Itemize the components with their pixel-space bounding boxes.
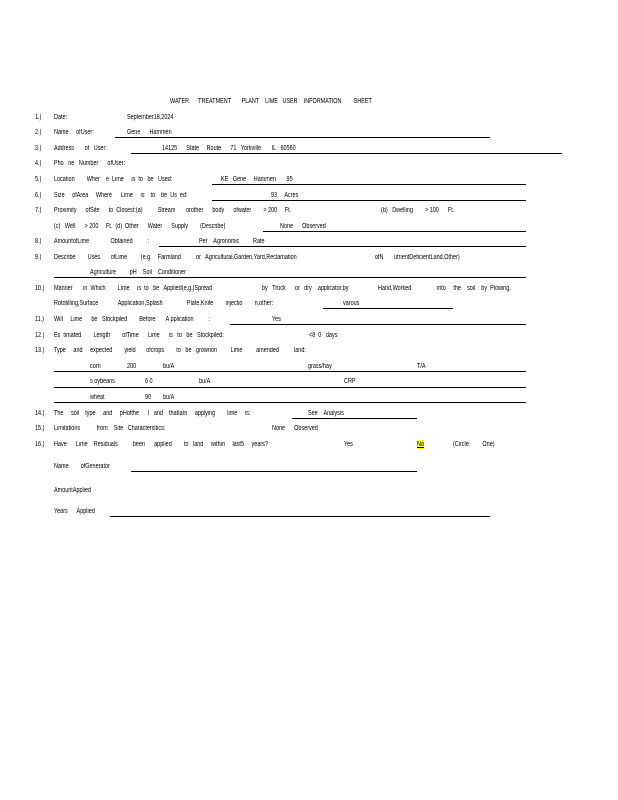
uses-value: Agriculture pH Soil Conditioner [90,269,186,276]
manner-label-cont: by Truck or dry applicator,by [262,285,349,292]
size-label: Size ofArea Where Lime is to be Us ed: [54,192,188,199]
generator-name-label: Name ofGenerator [54,463,110,470]
crops-line-2[interactable] [54,387,526,388]
crops-line-1[interactable] [54,371,526,372]
amount-value: Per Agronomic Rate [199,238,265,245]
manner-label-line2: Rototilling,Surface Application,Splash Plate,Knife injectio n,other: [54,300,274,307]
stockpile-field-line[interactable] [230,324,526,325]
manner-value: varous [343,300,360,307]
address-label: Address of User: [54,145,107,152]
row-number: 1.) [35,114,42,121]
length-label: Es timated Length ofTime Lime is to be Stockpiled: [54,332,224,339]
address-field-line[interactable] [131,153,562,154]
row-number: 14.) [35,410,45,417]
uses-field-line[interactable] [54,277,526,278]
row-number: 5.) [35,176,42,183]
crop-unit: bu/A [163,363,175,370]
well-label: (c) Well > 200 Ft. (d) Other Water Supply (Describe) [54,223,226,230]
date-value: September18,2024 [127,114,174,121]
stockpile-label: Will Lime be Stockpiled Before A pplication : [54,316,211,323]
row-number: 6.) [35,192,42,199]
row-number: 10.) [35,285,45,292]
row-number: 15.) [35,425,45,432]
residuals-label: Have Lime Residuals been applied to land within last5 years? [54,441,268,448]
row-number: 13.) [35,347,45,354]
crop-unit-2: T/A [417,363,426,370]
crop-yield: 90 [145,394,152,401]
years-applied-field-line[interactable] [110,516,490,517]
crops-label: Type and expected yield ofcrops to be grownon Lime amended land: [54,347,306,354]
uses-label-cont: ofN utrientDeficientLand,Other) [375,254,460,261]
row-number: 8.) [35,238,42,245]
dwelling-label: (b) Dwelling > 100 Ft. [381,207,455,214]
phone-label: Pho ne Number ofUser: [54,160,126,167]
crop-yield: 200 [127,363,137,370]
crop-unit: bu/A [199,378,211,385]
row-number: 9.) [35,254,42,261]
soil-label: The soil type and pHofthe l and thatIam applying lime is: [54,410,251,417]
crop-name: wheat [90,394,105,401]
years-applied-label: Years Applied [54,508,95,515]
address-value: 14125 State Route 71 Yorkville IL 60560 [162,145,296,152]
amount-field-line[interactable] [159,246,526,247]
circle-one-hint: (Circle One) [453,441,495,448]
location-label: Location Wher e Lime is to be Used: [54,176,173,183]
crop-name: corn [90,363,101,370]
row-number: 2.) [35,129,42,136]
crop-name: s oybeans [90,378,115,385]
crop-yield: 6 0 [145,378,153,385]
soil-value: See Analysis [308,410,344,417]
location-field-line[interactable] [212,184,526,185]
stockpile-value: Yes [272,316,281,323]
crop-unit: bu/A [163,394,175,401]
limitations-value: None Observed [272,425,318,432]
crop-name-2: CRP [344,378,356,385]
water-supply-field-line[interactable] [263,231,526,232]
name-field-line[interactable] [115,137,490,138]
manner-label-hand: Hand,Worked [378,285,412,292]
row-number: 16.) [35,441,45,448]
water-supply-value: None Observed [280,223,326,230]
soil-field-line[interactable] [292,418,417,419]
uses-label: Describe Uses ofLime (e.g. Farmland or Agricultural,Garden,Yard,Reclamation [54,254,297,261]
manner-field-line[interactable] [323,308,453,309]
proximity-label: Proximity ofSite to Closest:(a) Stream orother body ofwater > 200 Ft. [54,207,292,214]
option-yes[interactable]: Yes [344,441,353,448]
amount-applied-label: AmountApplied [54,487,92,494]
row-number: 7.) [35,207,42,214]
crops-line-3[interactable] [54,402,526,403]
size-field-line[interactable] [212,200,526,201]
name-value: Gene Hammen [127,129,172,136]
manner-label: Manner in Which Lime is to be Applied(e.g.)Spread [54,285,213,292]
amount-label: AmountofLime Obtained : [54,238,150,245]
name-label: Name ofUser: [54,129,94,136]
crop-name-2: grass/hay [308,363,332,370]
manner-label-end: into the soil by Plowing, [437,285,511,292]
limitations-label: Limitations from Site Characteristics: [54,425,166,432]
date-label: Date: [54,114,68,121]
generator-name-field-line[interactable] [131,471,417,472]
row-number: 12.) [35,332,45,339]
row-number: 4.) [35,160,42,167]
option-no-selected[interactable]: No [417,441,424,448]
location-value: KE Gene Hammen 95 [221,176,293,183]
row-number: 11.) [35,316,45,323]
form-title: WATER TREATMENT PLANT LIME USER INFORMATION SHEET [170,98,372,105]
length-value: <8 0 days [309,332,338,339]
row-number: 3.) [35,145,42,152]
size-value: 93 Acres [271,192,299,199]
